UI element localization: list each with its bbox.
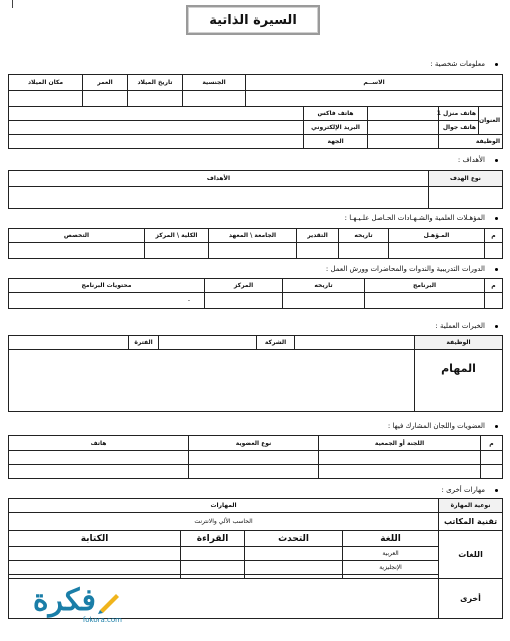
course-dash: - [187,297,190,304]
mobile-label: هاتف جوال [439,121,479,135]
table-cell[interactable] [485,243,503,259]
table-cell[interactable] [319,451,481,465]
qual-header-degree: المـؤهـل [389,229,485,243]
table-cell[interactable] [9,293,205,309]
lang-header-reading: القراءة [181,531,245,547]
course-header-contents: محتويات البرنامج [9,279,205,293]
skills-header: المهارات [9,499,439,513]
entity-label: الجهة [304,135,368,149]
courses-table [8,278,503,309]
email-value[interactable] [9,121,304,135]
table-cell[interactable] [283,293,365,309]
table-cell[interactable] [245,561,343,575]
goals-value[interactable] [9,187,429,209]
exp-job-value[interactable] [295,336,415,350]
mem-header-committee: اللجنة أو الجمعية [319,436,481,451]
table-cell[interactable] [485,293,503,309]
table-cell[interactable] [297,243,339,259]
qual-header-index: م [485,229,503,243]
bullet-icon [495,489,498,492]
table-cell[interactable] [181,561,245,575]
table-cell[interactable] [389,243,485,259]
section-memberships [388,422,498,430]
table-cell[interactable] [245,547,343,561]
name-value[interactable] [246,91,503,107]
table-cell[interactable] [181,547,245,561]
exp-company-value[interactable] [159,336,257,350]
section-personal-label: معلومات شخصية : [430,60,485,68]
contact-label: العنوان [479,107,503,135]
section-courses-label: الدورات التدريبية والندوات والمحاضرات وورش العمل : [325,265,485,273]
table-cell[interactable] [9,561,181,575]
tech-value[interactable]: الحاسب الألي والانترنت [9,513,439,531]
logo-text: فكرة [32,583,96,618]
mobile-value[interactable] [368,121,439,135]
lang-header-writing: الكتابة [9,531,181,547]
table-cell[interactable] [205,293,283,309]
section-experience [435,322,498,330]
section-personal [430,60,498,68]
tech-label: تقنية المكاتب [439,513,503,531]
section-goals [458,156,498,164]
table-cell[interactable] [9,243,145,259]
other-label: أخرى [439,579,503,619]
home-phone-label: هاتف منزل 1 [439,107,479,121]
section-qualifications [345,214,498,222]
section-memberships-label: العضويات واللجان المشارك فيها : [387,422,485,430]
bullet-icon [495,217,498,220]
section-experience-label: الخبرات العملية : [435,322,485,330]
course-header-date: تاريخه [283,279,365,293]
table-cell[interactable] [209,243,297,259]
qual-header-university: الجامعة \ المعهد [209,229,297,243]
age-value[interactable] [83,91,128,107]
goals-header: الأهداف [9,171,429,187]
goal-type-value[interactable] [429,187,503,209]
home-phone-value[interactable] [368,107,439,121]
mem-header-index: م [481,436,503,451]
qual-header-date: تاريخه [339,229,389,243]
bullet-icon [495,425,498,428]
page-title: السيرة الذاتية [186,5,320,35]
exp-job-label: الوظيفة [415,336,503,350]
personal-table [8,74,503,149]
name-header: الاســم [246,75,503,91]
section-skills-label: مهارات أخرى : [441,486,485,494]
bullet-icon [495,63,498,66]
entity-value[interactable] [9,135,304,149]
experience-table [8,335,503,412]
memberships-table [8,435,503,479]
lang-english: الإنجليزية [343,561,439,575]
exp-company-label: الشركة [257,336,295,350]
section-goals-label: الأهداف : [457,156,485,164]
job-label: الوظيفة [439,135,503,149]
age-header: العمر [83,75,128,91]
course-header-index: م [485,279,503,293]
qual-header-grade: التقدير [297,229,339,243]
qual-header-major: التخصص [9,229,145,243]
section-qualifications-label: المؤهـلات العلمية والشـهـادات الحـاصل علـيـهـا : [344,214,485,222]
bullet-icon [495,268,498,271]
course-header-program: البرنامج [365,279,485,293]
table-cell[interactable] [365,293,485,309]
birth-place-header: مكان الميلاد [9,75,83,91]
logo-domain: fokora.com [82,616,122,624]
birth-place-value[interactable] [9,91,83,107]
lang-arabic: العربية [343,547,439,561]
exp-period-value[interactable] [9,336,129,350]
goal-type-header: نوع الهدف [429,171,503,187]
exp-tasks-label: المهام [415,350,503,412]
qualifications-table [8,228,503,259]
fax-label: هاتف فاكس [304,107,368,121]
mem-header-phone: هاتف [9,436,189,451]
table-cell[interactable] [145,243,209,259]
goals-table [8,170,503,209]
mem-header-type: نوع العضوية [189,436,319,451]
job-value[interactable] [368,135,439,149]
lang-header-language: اللغة [343,531,439,547]
skill-type-label: نوعية المهارة [439,499,503,513]
table-cell[interactable] [481,465,503,479]
languages-label: اللغات [439,531,503,579]
course-header-center: المركز [205,279,283,293]
corner-mark [12,0,13,8]
table-cell[interactable] [9,547,181,561]
email-label: البريد الإلكتروني [304,121,368,135]
section-courses [326,265,498,273]
fax-value[interactable] [9,107,304,121]
bullet-icon [495,325,498,328]
nationality-value[interactable] [183,91,246,107]
table-cell[interactable] [481,451,503,465]
nationality-header: الجنسية [183,75,246,91]
exp-tasks-value[interactable] [9,350,415,412]
fikra-logo [2,583,122,634]
qual-header-college: الكلية \ المركز [145,229,209,243]
table-cell[interactable] [339,243,389,259]
bullet-icon [495,159,498,162]
table-cell[interactable] [189,451,319,465]
table-cell[interactable] [9,451,189,465]
birth-date-value[interactable] [128,91,183,107]
pencil-icon [96,588,122,614]
table-cell[interactable] [189,465,319,479]
section-skills [442,486,498,494]
lang-header-speaking: التحدث [245,531,343,547]
birth-date-header: تاريخ الميلاد [128,75,183,91]
exp-period-label: الفترة [129,336,159,350]
table-cell[interactable] [9,465,189,479]
table-cell[interactable] [319,465,481,479]
